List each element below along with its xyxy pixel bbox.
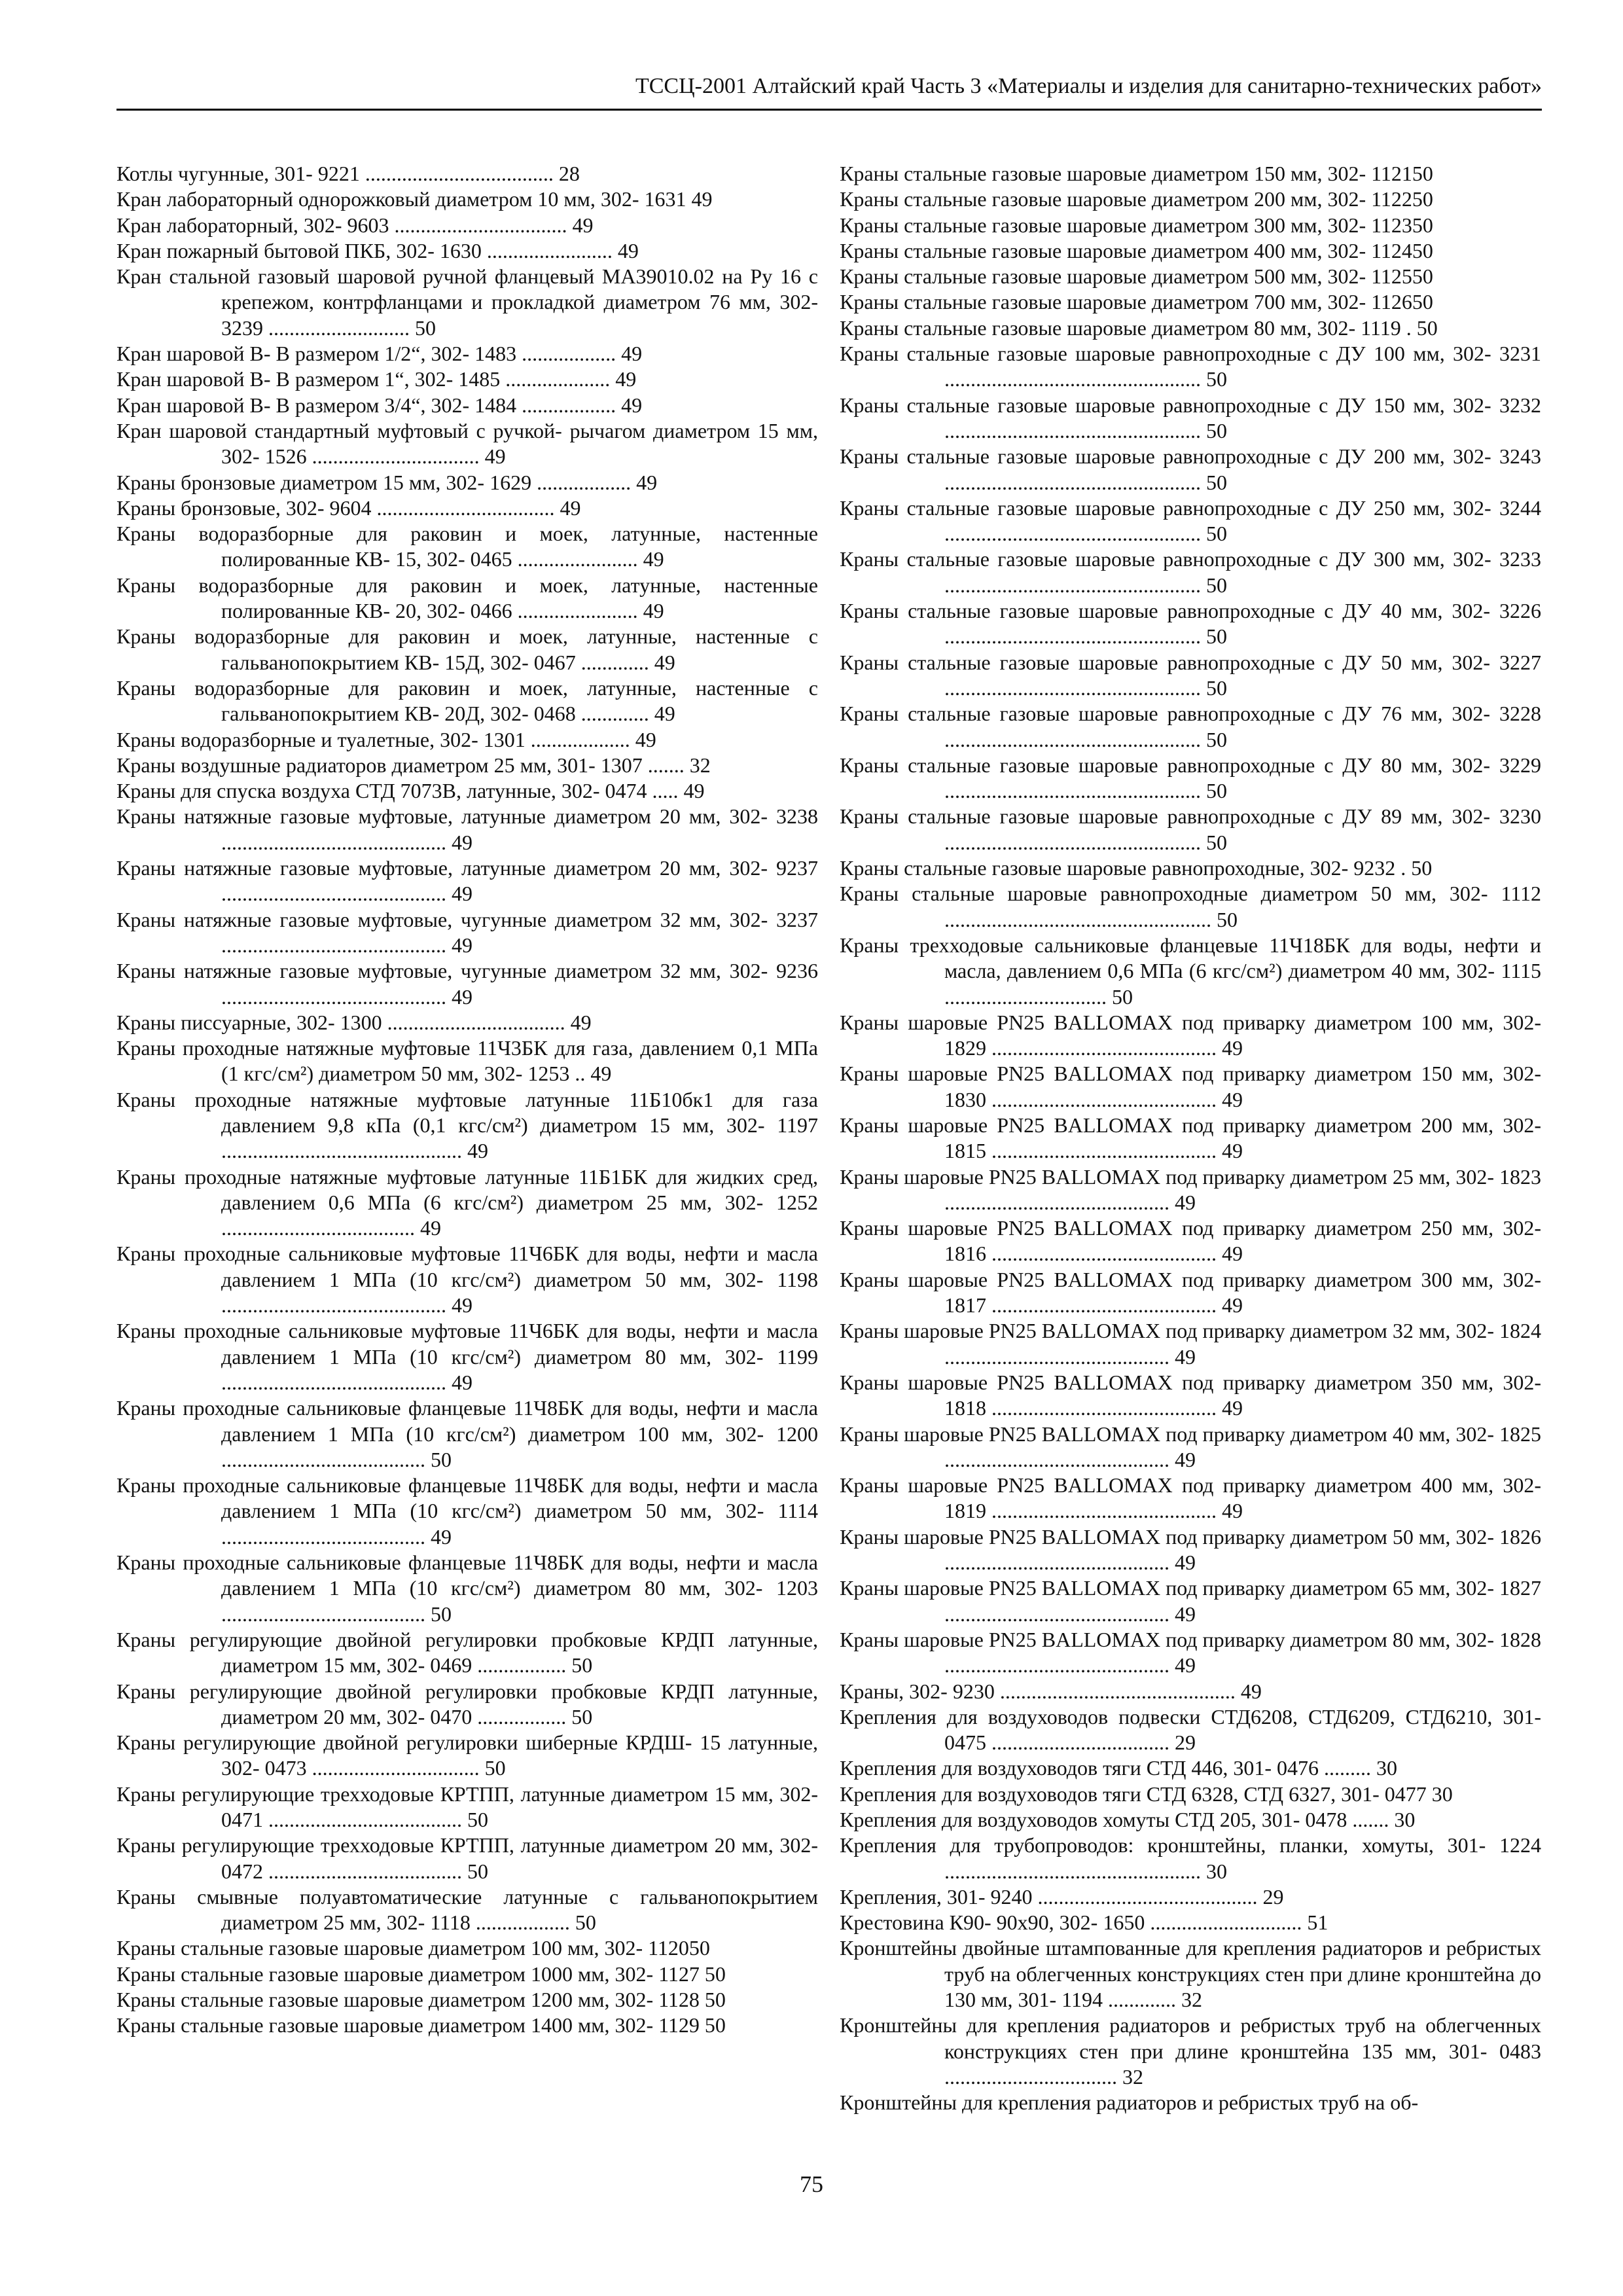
index-entry: Краны стальные газовые шаровые диаметром 1200 мм, 302- 1128 50 [116, 1988, 726, 2012]
index-entry: Краны стальные газовые шаровые диаметром 300 мм, 302- 112350 [840, 213, 1433, 237]
index-entry: Краны натяжные газовые муфтовые, латунные диаметром 20 мм, 302- 9237 ........................................... 49 [116, 856, 818, 906]
index-entry: Кран лабораторный, 302- 9603 ................................. 49 [116, 213, 594, 237]
index-entry: Краны проходные сальниковые муфтовые 11Ч6БК для воды, нефти и масла давлением 1 МПа (10 кгс/см²) диаметром 50 мм, 302- 1198 ........................................... 49 [116, 1242, 818, 1318]
index-entry: Кран шаровой стандартный муфтовый с ручкой- рычагом диаметром 15 мм, 302- 1526 ................................ 49 [116, 418, 818, 469]
index-entry: Краны водоразборные для раковин и моек, латунные, настенные с гальванопокрытием КВ- 15Д, 302- 0467 ............. 49 [116, 624, 818, 674]
index-entry: Краны шаровые PN25 BALLOMAX под приварку диаметром 100 мм, 302- 1829 ........................................... 49 [840, 1010, 1541, 1060]
index-entry: Краны водоразборные для раковин и моек, латунные, настенные с гальванопокрытием КВ- 20Д, 302- 0468 ............. 49 [116, 675, 818, 726]
index-entry: Котлы чугунные, 301- 9221 .................................... 28 [116, 162, 580, 185]
index-entry: Краны стальные газовые шаровые равнопроходные с ДУ 50 мм, 302- 3227 ................................................. 50 [840, 650, 1541, 700]
index-entry: Краны шаровые PN25 BALLOMAX под приварку диаметром 65 мм, 302- 1827 ........................................... 49 [840, 1576, 1542, 1626]
index-entry: Краны бронзовые, 302- 9604 .................................. 49 [116, 495, 581, 520]
index-entry: Краны проходные натяжные муфтовые 11Ч3БК для газа, давлением 0,1 МПа (1 кгс/см²) диаметром 50 мм, 302- 1253 .. 49 [116, 1036, 818, 1086]
index-entry: Кронштейны для крепления радиаторов и ребристых труб на об- [840, 2090, 1419, 2115]
index-entry: Крепления для трубопроводов: кронштейны, планки, хомуты, 301- 1224 ................................................. 30 [840, 1833, 1541, 1883]
index-entry: Краны трехходовые сальниковые фланцевые 11Ч18БК для воды, нефти и масла, давлением 0,6 МПа (6 кгс/см²) диаметром 40 мм, 302- 1115 ............................... 50 [840, 933, 1541, 1009]
index-entry: Крепления для воздуховодов тяги СТД 446, 301- 0476 ......... 30 [840, 1756, 1398, 1780]
index-entry: Краны шаровые PN25 BALLOMAX под приварку диаметром 400 мм, 302- 1819 ........................................... 49 [840, 1473, 1541, 1523]
index-entry: Краны проходные сальниковые муфтовые 11Ч6БК для воды, нефти и масла давлением 1 МПа (10 кгс/см²) диаметром 80 мм, 302- 1199 ........................................... 49 [116, 1319, 818, 1394]
index-entry: Краны стальные газовые шаровые диаметром 1000 мм, 302- 1127 50 [116, 1962, 726, 1986]
index-entry: Краны стальные газовые шаровые диаметром 80 мм, 302- 1119 . 50 [840, 315, 1438, 340]
index-entry: Краны стальные газовые шаровые равнопроходные с ДУ 250 мм, 302- 3244 ................................................. 50 [840, 495, 1541, 546]
index-entry: Краны проходные сальниковые фланцевые 11Ч8БК для воды, нефти и масла давлением 1 МПа (10 кгс/см²) диаметром 80 мм, 302- 1203 ....................................... 50 [116, 1551, 818, 1626]
index-column-left [116, 161, 818, 2039]
index-entry: Кронштейны двойные штампованные для крепления радиаторов и ребристых труб на облегченных конструкциях стен при длине кронштейна до 130 мм, 301- 1194 ............. 32 [840, 1936, 1541, 2012]
index-entry: Краны шаровые PN25 BALLOMAX под приварку диаметром 300 мм, 302- 1817 ........................................... 49 [840, 1267, 1541, 1318]
index-entry: Крестовина К90- 90x90, 302- 1650 ............................. 51 [840, 1910, 1329, 1935]
index-entry: Краны шаровые PN25 BALLOMAX под приварку диаметром 50 мм, 302- 1826 ........................................... 49 [840, 1524, 1542, 1575]
index-entry: Краны регулирующие двойной регулировки пробковые КРДП латунные, диаметром 20 мм, 302- 0470 ................. 50 [116, 1679, 818, 1729]
index-entry: Краны стальные газовые шаровые равнопроходные с ДУ 300 мм, 302- 3233 ................................................. 50 [840, 547, 1541, 597]
index-entry: Краны писсуарные, 302- 1300 .................................. 49 [116, 1010, 592, 1034]
index-entry: Краны проходные натяжные муфтовые латунные 11Б1БК для жидких сред, давлением 0,6 МПа (6 кгс/см²) диаметром 25 мм, 302- 1252 ..................................... 49 [116, 1164, 818, 1240]
index-entry: Краны проходные сальниковые фланцевые 11Ч8БК для воды, нефти и масла давлением 1 МПа (10 кгс/см²) диаметром 50 мм, 302- 1114 ....................................... 49 [116, 1473, 818, 1549]
index-entry: Краны стальные газовые шаровые равнопроходные с ДУ 80 мм, 302- 3229 ................................................. 50 [840, 753, 1541, 803]
index-entry: Краны стальные газовые шаровые равнопроходные с ДУ 150 мм, 302- 3232 ................................................. 50 [840, 393, 1541, 442]
index-entry: Краны проходные сальниковые фланцевые 11Ч8БК для воды, нефти и масла давлением 1 МПа (10 кгс/см²) диаметром 100 мм, 302- 1200 ....................................... 50 [116, 1396, 818, 1471]
index-entry: Краны водоразборные для раковин и моек, латунные, настенные полированные КВ- 15, 302- 0465 ....................... 49 [116, 522, 818, 571]
index-entry: Краны для спуска воздуха СТД 7073В, латунные, 302- 0474 ..... 49 [116, 779, 705, 803]
index-entry: Краны стальные газовые шаровые равнопроходные с ДУ 89 мм, 302- 3230 ................................................. 50 [840, 804, 1541, 854]
index-entry: Краны стальные газовые шаровые диаметром 200 мм, 302- 112250 [840, 187, 1433, 211]
index-entry: Крепления для воздуховодов тяги СТД 6328, СТД 6327, 301- 0477 30 [840, 1782, 1453, 1806]
index-entry: Краны воздушные радиаторов диаметром 25 мм, 301- 1307 ....... 32 [116, 753, 711, 777]
index-entry: Краны проходные натяжные муфтовые латунные 11Б10бк1 для газа давлением 9,8 кПа (0,1 кгс/см²) диаметром 15 мм, 302- 1197 .............................................. 49 [116, 1087, 818, 1163]
index-entry: Краны натяжные газовые муфтовые, латунные диаметром 20 мм, 302- 3238 ........................................... 49 [116, 804, 818, 854]
index-entry: Кронштейны для крепления радиаторов и ребристых труб на облегченных конструкциях стен при длине кронштейна 135 мм, 301- 0483 ................................. 32 [840, 2013, 1541, 2089]
index-entry: Краны стальные газовые шаровые диаметром 400 мм, 302- 112450 [840, 238, 1433, 262]
index-entry: Краны стальные газовые шаровые равнопроходные с ДУ 200 мм, 302- 3243 ................................................. 50 [840, 444, 1541, 494]
index-entry: Кран пожарный бытовой ПКБ, 302- 1630 ........................ 49 [116, 238, 639, 262]
index-entry: Краны смывные полуавтоматические латунные с гальванопокрытием диаметром 25 мм, 302- 1118 .................. 50 [116, 1884, 818, 1935]
index-entry: Краны водоразборные для раковин и моек, латунные, настенные полированные КВ- 20, 302- 0466 ....................... 49 [116, 573, 818, 623]
index-entry: Кран шаровой В- В размером 1“, 302- 1485 .................... 49 [116, 367, 637, 391]
index-entry: Краны шаровые PN25 BALLOMAX под приварку диаметром 350 мм, 302- 1818 ........................................... 49 [840, 1370, 1541, 1420]
index-entry: Краны регулирующие трехходовые КРТПП, латунные диаметром 15 мм, 302- 0471 ..................................... 50 [116, 1782, 818, 1831]
index-entry: Краны шаровые PN25 BALLOMAX под приварку диаметром 32 мм, 302- 1824 ........................................... 49 [840, 1319, 1542, 1369]
index-entry: Краны шаровые PN25 BALLOMAX под приварку диаметром 200 мм, 302- 1815 ........................................... 49 [840, 1113, 1541, 1163]
index-entry: Краны стальные газовые шаровые диаметром 150 мм, 302- 112150 [840, 162, 1433, 185]
index-entry: Краны стальные газовые шаровые равнопроходные с ДУ 40 мм, 302- 3226 ................................................. 50 [840, 599, 1541, 649]
index-entry: Кран шаровой В- В размером 3/4“, 302- 1484 .................. 49 [116, 393, 643, 417]
index-entry: Кран шаровой В- В размером 1/2“, 302- 1483 .................. 49 [116, 342, 643, 366]
index-entry: Крепления для воздуховодов хомуты СТД 205, 301- 0478 ....... 30 [840, 1808, 1416, 1831]
index-entry: Краны, 302- 9230 ............................................. 49 [840, 1679, 1262, 1703]
index-entry: Краны стальные газовые шаровые диаметром 700 мм, 302- 112650 [840, 290, 1433, 314]
index-entry: Краны шаровые PN25 BALLOMAX под приварку диаметром 25 мм, 302- 1823 ........................................... 49 [840, 1164, 1542, 1214]
index-entry: Краны натяжные газовые муфтовые, чугунные диаметром 32 мм, 302- 3237 ........................................... 49 [116, 907, 818, 957]
index-entry: Краны водоразборные и туалетные, 302- 1301 ................... 49 [116, 727, 656, 751]
index-entry: Краны шаровые PN25 BALLOMAX под приварку диаметром 40 мм, 302- 1825 ........................................... 49 [840, 1422, 1542, 1471]
index-entry: Краны натяжные газовые муфтовые, чугунные диаметром 32 мм, 302- 9236 ........................................... 49 [116, 959, 818, 1009]
index-entry: Краны регулирующие трехходовые КРТПП, латунные диаметром 20 мм, 302- 0472 ..................................... 50 [116, 1833, 818, 1883]
index-entry: Краны стальные газовые шаровые равнопроходные, 302- 9232 . 50 [840, 856, 1433, 880]
page-number: 75 [800, 2171, 823, 2197]
index-entry: Краны стальные газовые шаровые равнопроходные с ДУ 100 мм, 302- 3231 ................................................. 50 [840, 342, 1541, 391]
index-entry: Краны стальные газовые шаровые равнопроходные с ДУ 76 мм, 302- 3228 ................................................. 50 [840, 702, 1541, 751]
index-entry: Краны шаровые PN25 BALLOMAX под приварку диаметром 250 мм, 302- 1816 ........................................... 49 [840, 1216, 1541, 1266]
index-entry: Крепления для воздуховодов подвески СТД6208, СТД6209, СТД6210, 301- 0475 .................................. 29 [840, 1704, 1541, 1755]
index-entry: Краны шаровые PN25 BALLOMAX под приварку диаметром 80 мм, 302- 1828 ........................................... 49 [840, 1627, 1542, 1677]
index-entry: Краны стальные газовые шаровые диаметром 500 мм, 302- 112550 [840, 264, 1433, 289]
index-entry: Краны бронзовые диаметром 15 мм, 302- 1629 .................. 49 [116, 470, 658, 494]
index-entry: Краны стальные газовые шаровые диаметром 1400 мм, 302- 1129 50 [116, 2013, 726, 2037]
index-entry: Крепления, 301- 9240 .......................................... 29 [840, 1884, 1284, 1909]
index-entry: Краны регулирующие двойной регулировки пробковые КРДП латунные, диаметром 15 мм, 302- 0469 ................. 50 [116, 1627, 818, 1677]
index-entry: Кран лабораторный однорожковый диаметром 10 мм, 302- 1631 49 [116, 187, 713, 211]
index-entry: Краны регулирующие двойной регулировки шиберные КРДШ- 15 латунные, 302- 0473 ................................ 50 [116, 1731, 818, 1780]
index-entry: Кран стальной газовый шаровой ручной фланцевый МА39010.02 на Ру 16 с крепежом, контрфланцами и прокладкой диаметром 76 мм, 302- 3239 ........................... 50 [116, 264, 818, 340]
index-entry: Краны стальные шаровые равнопроходные диаметром 50 мм, 302- 1112 ................................................... 50 [840, 882, 1541, 931]
running-header [116, 71, 1542, 111]
index-column-right [840, 161, 1541, 2116]
header-title: ТССЦ-2001 Алтайский край Часть 3 «Материалы и изделия для санитарно-технических работ» [635, 74, 1542, 98]
index-entry: Краны стальные газовые шаровые диаметром 100 мм, 302- 112050 [116, 1936, 710, 1960]
index-entry: Краны шаровые PN25 BALLOMAX под приварку диаметром 150 мм, 302- 1830 ........................................... 49 [840, 1062, 1541, 1111]
